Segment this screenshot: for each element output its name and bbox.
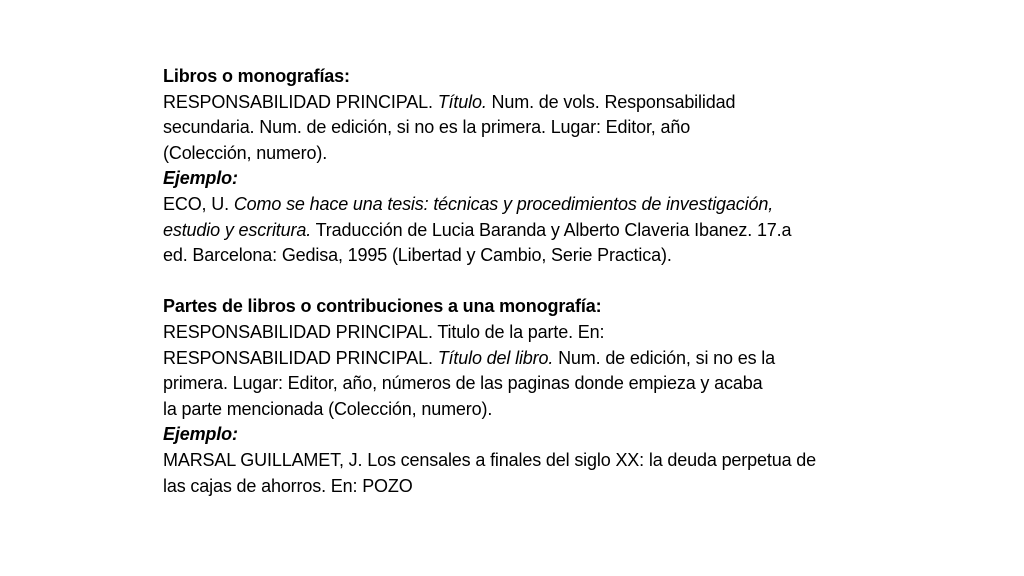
format-line: [163, 346, 883, 372]
text-run: RESPONSABILIDAD PRINCIPAL.: [163, 91, 438, 112]
text-run: Num. de vols. Responsabilidad: [486, 91, 736, 112]
spacer: [163, 269, 883, 295]
text-run: RESPONSABILIDAD PRINCIPAL.: [163, 347, 438, 368]
example-label: Ejemplo:: [163, 168, 238, 189]
example-line: las cajas de ahorros. En: POZO: [163, 475, 413, 496]
text-run: ECO, U.: [163, 193, 234, 214]
example-line: MARSAL GUILLAMET, J. Los censales a finales del siglo XX: la deuda perpetua de: [163, 449, 816, 470]
format-line: la parte mencionada (Colección, numero).: [163, 398, 493, 419]
example-line: [163, 218, 883, 244]
text-run: Num. de edición, si no es la: [553, 347, 775, 368]
format-line: primera. Lugar: Editor, año, números de las paginas donde empieza y acaba: [163, 373, 763, 394]
text-run: Traducción de Lucia Baranda y Alberto Claveria Ibanez. 17.a: [311, 219, 792, 240]
title-italic: Título del libro.: [437, 347, 554, 368]
section-heading-book-parts: Partes de libros o contribuciones a una monografía:: [163, 296, 602, 317]
section-heading-books: Libros o monografías:: [163, 66, 350, 86]
slide-text-body: [163, 64, 883, 499]
example-label: Ejemplo:: [163, 424, 238, 445]
format-line: RESPONSABILIDAD PRINCIPAL. Titulo de la parte. En:: [163, 321, 605, 342]
example-line: [163, 192, 883, 218]
title-italic: Como se hace una tesis: técnicas y procedimientos de investigación,: [233, 193, 774, 214]
format-line: secundaria. Num. de edición, si no es la primera. Lugar: Editor, año: [163, 117, 691, 138]
example-line: ed. Barcelona: Gedisa, 1995 (Libertad y Cambio, Serie Practica).: [163, 245, 672, 266]
title-italic: Título.: [437, 91, 487, 112]
format-line: [163, 90, 883, 116]
title-italic: estudio y escritura.: [163, 219, 312, 240]
format-line: (Colección, numero).: [163, 142, 328, 163]
